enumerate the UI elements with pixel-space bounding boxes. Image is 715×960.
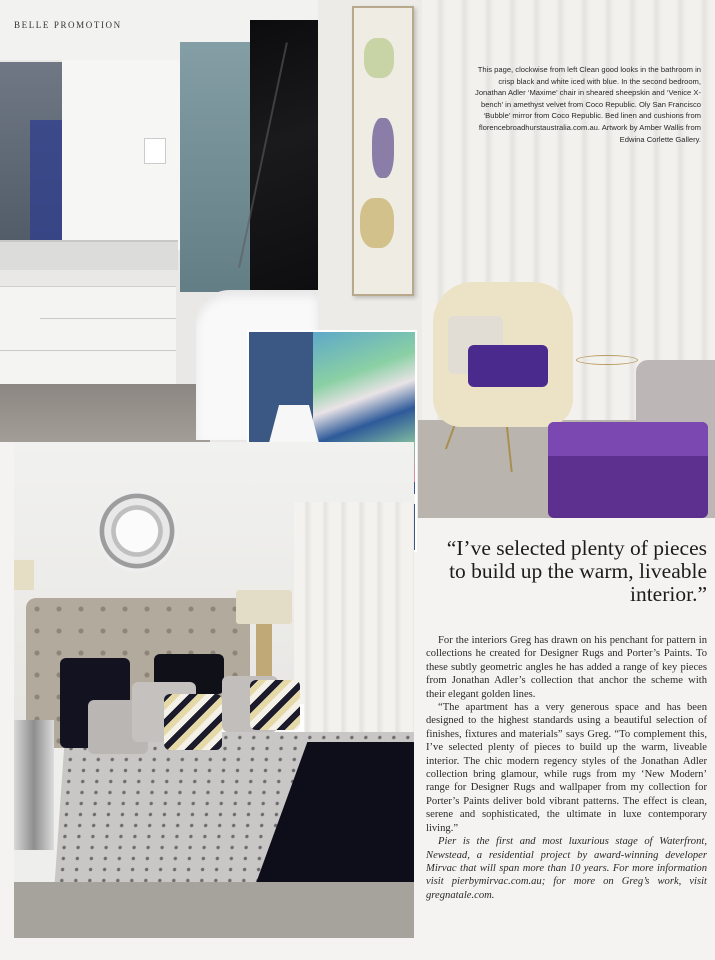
purple-cushion [468,345,548,387]
section-header: BELLE PROMOTION [14,20,122,30]
bedroom-photo [14,442,414,938]
sunburst-mirror [96,490,178,572]
photo-caption: This page, clockwise from left Clean good looks in the bathroom in crisp black and white iced with blue. In the second bedroom, Jonathan Adler ‘Maxime’ chair in sheared sheepskin and ‘Venice X-bench’ in amethyst velvet from Coco Republic. Oly San Francisco ‘Bubble’ mirror from Coco Republic. Bed linen and cushions from florencebroadhurstaustralia.com.au. Artwork by Amber Wallis from Edwina Corlette Gallery. [475,65,701,144]
pull-quote: “I’ve selected plenty of pieces to build up the warm, liveable interior.” [446,536,707,606]
article-body [426,634,707,902]
artwork-canvas [352,6,414,296]
body-paragraph: “The apartment has a very generous space and has been designed to the highest standards using a beautiful selection of finishes, fixtures and materials” says Greg. “To complement this, I’ve selected plenty of pieces to build up the warm, liveable interior. The chic modern regency styles of the Jonathan Adler collection bring glamour, while rugs from my ‘New Modern’ range for Designer Rugs and wallpaper from my collection for Porter’s Paints deliver bold vibrant patterns. The effect is clean, serene and sophisticated, the ultimate in luxe contemporary living.” [426,702,707,834]
body-paragraph-italic: Pier is the first and most luxurious stage of Waterfront, Newstead, a residential project by award-winning developer Mirvac that will span more than 10 years. For more information visit pierbymirvac.com.au; for more on Greg’s work, visit gregnatale.com. [426,836,707,901]
body-paragraph: For the interiors Greg has drawn on his penchant for pattern in collections he created for Designer Rugs and Porter’s Paints. To these subtly geometric angles he has added a range of key pieces from Jonathan Adler’s collection that anchor the scheme with their elegant golden lines. [426,635,707,700]
